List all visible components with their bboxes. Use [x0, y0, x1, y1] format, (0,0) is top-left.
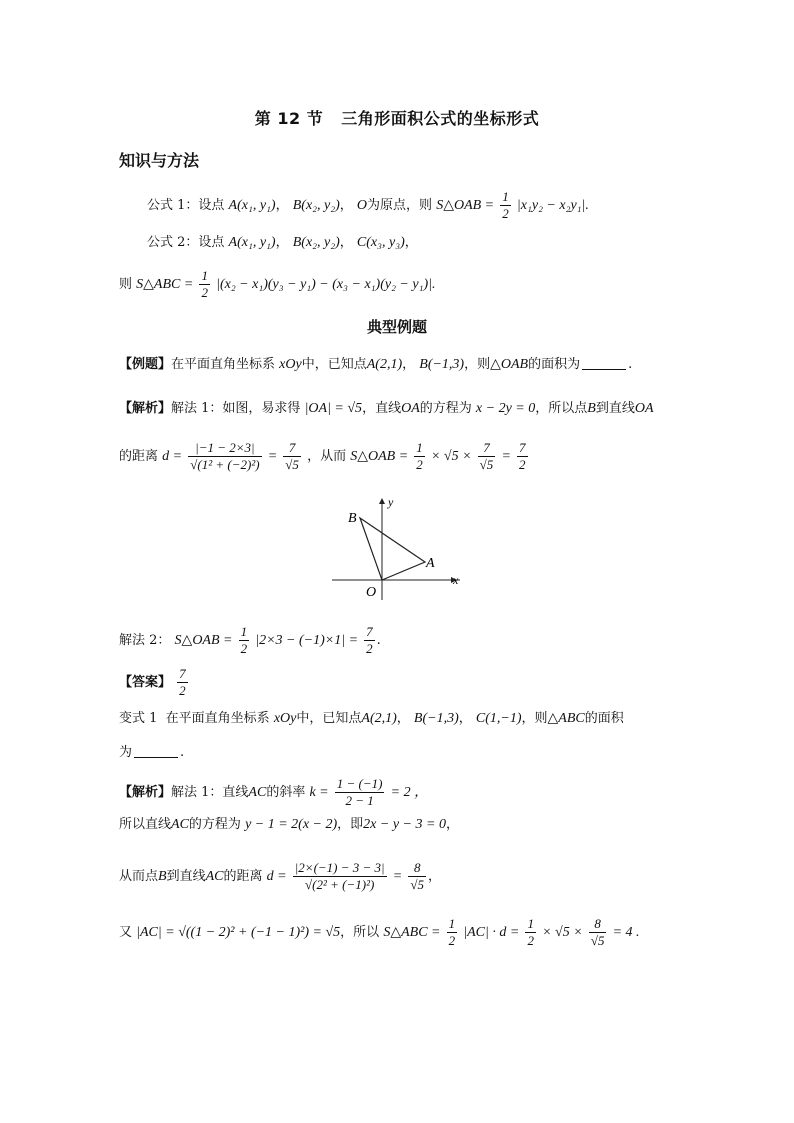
label-x: x: [453, 573, 459, 587]
fraction: $\frac{1}{2}$: [502, 189, 509, 221]
fraction: $\frac{1}{2}$: [416, 440, 423, 472]
fraction: $\frac{7}{2}$: [519, 440, 526, 472]
section-title: [0, 106, 794, 129]
answer-blank: [582, 368, 626, 370]
variant-analysis-2: 所以直线AC的方程为 y − 1 = 2(x − 2)，即2x − y − 3 = 0，: [119, 817, 459, 832]
fraction: $\frac{1}{2}$: [527, 916, 534, 948]
formula-1: 公式 1：设点 A(x₁, y₁)， B(x₂, y₂)， O为原点，则 S△OAB = $\frac{1}{2}$ |x₁y₂ − x₂y₁|.: [147, 189, 589, 221]
distance-fraction: $\frac{|2\times(-1) - 3 - 3|}{\text{√(2² + (−1)²)}}$: [294, 860, 385, 892]
formula-2: 公式 2：设点 A(x₁, y₁)， B(x₂, y₂)， C(x₃, y₃)，: [147, 235, 418, 250]
label-a: A: [426, 556, 435, 571]
variant-analysis-4: 又 |AC| = √((1 − 2)² + (−1 − 1)²) = √5，所以 S△ABC = $\frac{1}{2}$ |AC| · d = $\frac{1}{2}$ × √5 × $\frac{8}{√5}$ = 4 .: [119, 916, 640, 948]
formula-2-body: 则 S△ABC = $\frac{1}{2}$ |(x₂ − x₁)(y₃ − y₁) − (x₃ − x₁)(y₂ − y₁)|.: [119, 268, 436, 300]
variant-analysis-3: 从而点B到直线AC的距离 d = $\frac{|2\times(-1) - 3 - 3|}{\text{√(2² + (−1)²)}}$ = $\frac{8}{√5}$ ，: [119, 860, 442, 892]
label-b: B: [348, 511, 357, 526]
triangle-oab: [360, 518, 425, 580]
variant-analysis-1: 【解析】解法 1：直线AC的斜率 k = $\frac{1 - (-1)}{2 - 1}$ = 2 ，: [119, 776, 429, 808]
label-y: y: [388, 495, 394, 509]
analysis-line-2: 的距离 d = $\frac{|-1 - 2\times 3|}{\text{√(1² + (−2)²)}}$ = $\frac{7}{√5}$ ，从而 S△OAB = $\frac{1}{2}$ × √5 × $\frac{7}{√5}$ = $\frac{7}{2}$: [119, 440, 526, 472]
fraction: $\frac{1}{2}$: [201, 268, 208, 300]
slope-fraction: $\frac{1 - (-1)}{2 - 1}$: [336, 776, 383, 808]
y-axis-arrow: [379, 498, 385, 504]
analysis-line-1: 【解析】解法 1：如图，易求得 |OA| = √5，直线OA的方程为 x − 2y = 0，所以点B到直线OA: [119, 401, 654, 416]
section-name: 三角形面积公式的坐标形式: [341, 109, 540, 128]
label-o: O: [366, 585, 377, 600]
fraction: $\frac{7}{√5}$: [285, 440, 299, 472]
variant-question-cont: 为 .: [119, 745, 185, 760]
answer-line: 【答案】 $\frac{7}{2}$: [119, 666, 186, 698]
fraction: $\frac{8}{√5}$: [590, 916, 605, 948]
knowledge-heading: 知识与方法: [119, 151, 200, 170]
fraction: $\frac{7}{2}$: [366, 624, 373, 656]
examples-heading: 典型例题: [366, 318, 427, 336]
answer-blank: [134, 756, 178, 758]
analysis-method-2: 解法 2： S△OAB = $\frac{1}{2}$ |2×3 − (−1)×1| = $\frac{7}{2}$ .: [119, 624, 381, 656]
variant-question: 变式 1 在平面直角坐标系 xOy中，已知点A(2,1)， B(−1,3)， C(1,−1)，则△ABC的面积: [119, 711, 624, 726]
distance-fraction: $\frac{|-1 - 2\times 3|}{\text{√(1² + (−2)²)}}$: [190, 440, 260, 472]
example-question: 【例题】在平面直角坐标系 xOy中，已知点A(2,1)， B(−1,3)，则△OAB的面积为 .: [119, 357, 633, 372]
triangle-figure: [330, 492, 465, 602]
fraction: $\frac{8}{√5}$: [410, 860, 425, 892]
answer-fraction: $\frac{7}{2}$: [179, 666, 186, 698]
fraction: $\frac{7}{√5}$: [479, 440, 494, 472]
fraction: $\frac{1}{2}$: [240, 624, 248, 656]
section-number: 第 12 节: [254, 109, 324, 128]
fraction: $\frac{1}{2}$: [448, 916, 456, 948]
